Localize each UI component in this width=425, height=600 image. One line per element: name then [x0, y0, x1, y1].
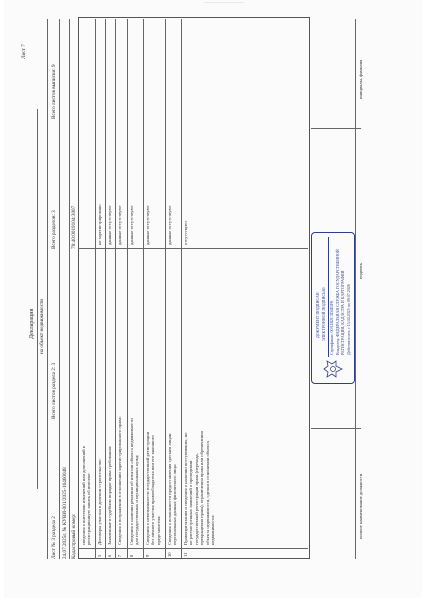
title-rule [37, 109, 38, 489]
document-page [4, 0, 422, 598]
coat-of-arms-icon [322, 359, 344, 379]
row-5-num: 9 [145, 554, 150, 557]
row-4-num: 8 [129, 554, 134, 557]
row-1-label: Договоры участия в долевом строительстве: [97, 458, 102, 545]
row-divider [165, 19, 166, 559]
position-label: полное наименование должности [358, 473, 363, 539]
header-rule-2 [59, 19, 60, 559]
rotated-content [15, 19, 411, 579]
row-divider [95, 19, 96, 559]
stamp-line-6: Действителен: с 15.04.2025 по 09.07.2026 [346, 284, 351, 355]
row-0-label: сведения о внесении изменений или дополнений в регистрационную запись об ипотеке: [81, 446, 92, 545]
doc-reference: 24.07.2025г. № КУВИ-001/2025-16460048 [62, 467, 68, 559]
stamp-line-5: РЕГИСТРАЦИИ, КАДАСТРА И КАРТОГРАФИИ [340, 270, 345, 355]
appendix-total: Всего разделов: 3 [51, 210, 57, 249]
stamp-line-2: ЭЛЕКТРОННОЙ ПОДПИСЬЮ [321, 287, 326, 341]
stamp-line-1: ДОКУМЕНТ ПОДПИСАН [315, 292, 320, 338]
total-sheets: Всего листов выписки: 9 [51, 64, 57, 119]
scan-artifact [204, 2, 244, 13]
cadastral-number: 78:40:0019104:3007 [71, 205, 77, 249]
sheet-number: Лист 7 [21, 44, 27, 59]
row-4-value: данные отсутствуют [129, 205, 134, 245]
row-3-label: Сведения о возражении в отношении зарегистрированного права: [117, 416, 122, 545]
section-sheet: Лист № 3 раздела 2 [51, 516, 57, 559]
row-7-label: Правопритязания и сведения о наличии поступивших, но не рассмотренных заявлений о проведении государственной регистрации права (перехода, прекращения права), ограничения права или обременения объекта недвижимости, сделки в отношении объекта недвижимости: [183, 431, 216, 545]
row-6-num: 10 [167, 552, 172, 557]
row-2-label: Заявленные в судебном порядке права требования: [107, 445, 112, 545]
row-2-value: данные отсутствуют [107, 205, 112, 245]
value-col-divider [78, 248, 308, 249]
row-2-num: 6 [107, 554, 112, 557]
row-6-label: Сведения о возможности предоставления третьим лицам персональных данных физического лица: [167, 433, 178, 545]
row-4-label: Сведения о наличии решения об изъятии объекта недвижимости для государственных и муниципальных нужд: [129, 418, 140, 545]
footer-divider [311, 428, 361, 429]
row-3-value: данные отсутствуют [117, 205, 122, 245]
document-title: Декларация [29, 308, 35, 339]
footer-divider [311, 128, 361, 129]
row-6-value: данные отсутствуют [167, 205, 172, 245]
row-3-num: 7 [117, 554, 122, 557]
cadastral-label: Кадастровый номер: [71, 513, 77, 559]
row-5-label: Сведения о невозможности государственной регистрации без личного участия правообладателя или его законного представителя: [145, 431, 161, 545]
stamp-line-3: Сертификат: 00A1B2C3D4E5F6 [329, 300, 334, 355]
initials-label: инициалы, фамилия [358, 59, 363, 99]
num-col-divider [78, 548, 308, 549]
electronic-signature-stamp [311, 232, 355, 384]
section-total: Всего листов раздела 2: 3 [51, 362, 57, 419]
row-1-value: не зарегистрировано [97, 204, 102, 245]
row-divider [105, 19, 106, 559]
row-7-value: отсутствуют [183, 220, 188, 245]
row-5-value: данные отсутствуют [145, 205, 150, 245]
row-divider [127, 19, 128, 559]
row-1-num: 5 [97, 554, 102, 557]
footer-rule [355, 19, 356, 559]
row-divider [181, 19, 182, 559]
header-rule-3 [69, 19, 70, 559]
stamp-line-4: Владелец: ФЕДЕРАЛЬНАЯ СЛУЖБА ГОСУДАРСТВЕННОЙ [335, 249, 340, 355]
document-subtitle: на объект недвижимости [39, 298, 45, 354]
row-divider [115, 19, 116, 559]
row-7-num: 11 [183, 552, 188, 557]
header-rule [47, 19, 48, 559]
row-divider [143, 19, 144, 559]
signature-label: подпись [358, 262, 363, 279]
